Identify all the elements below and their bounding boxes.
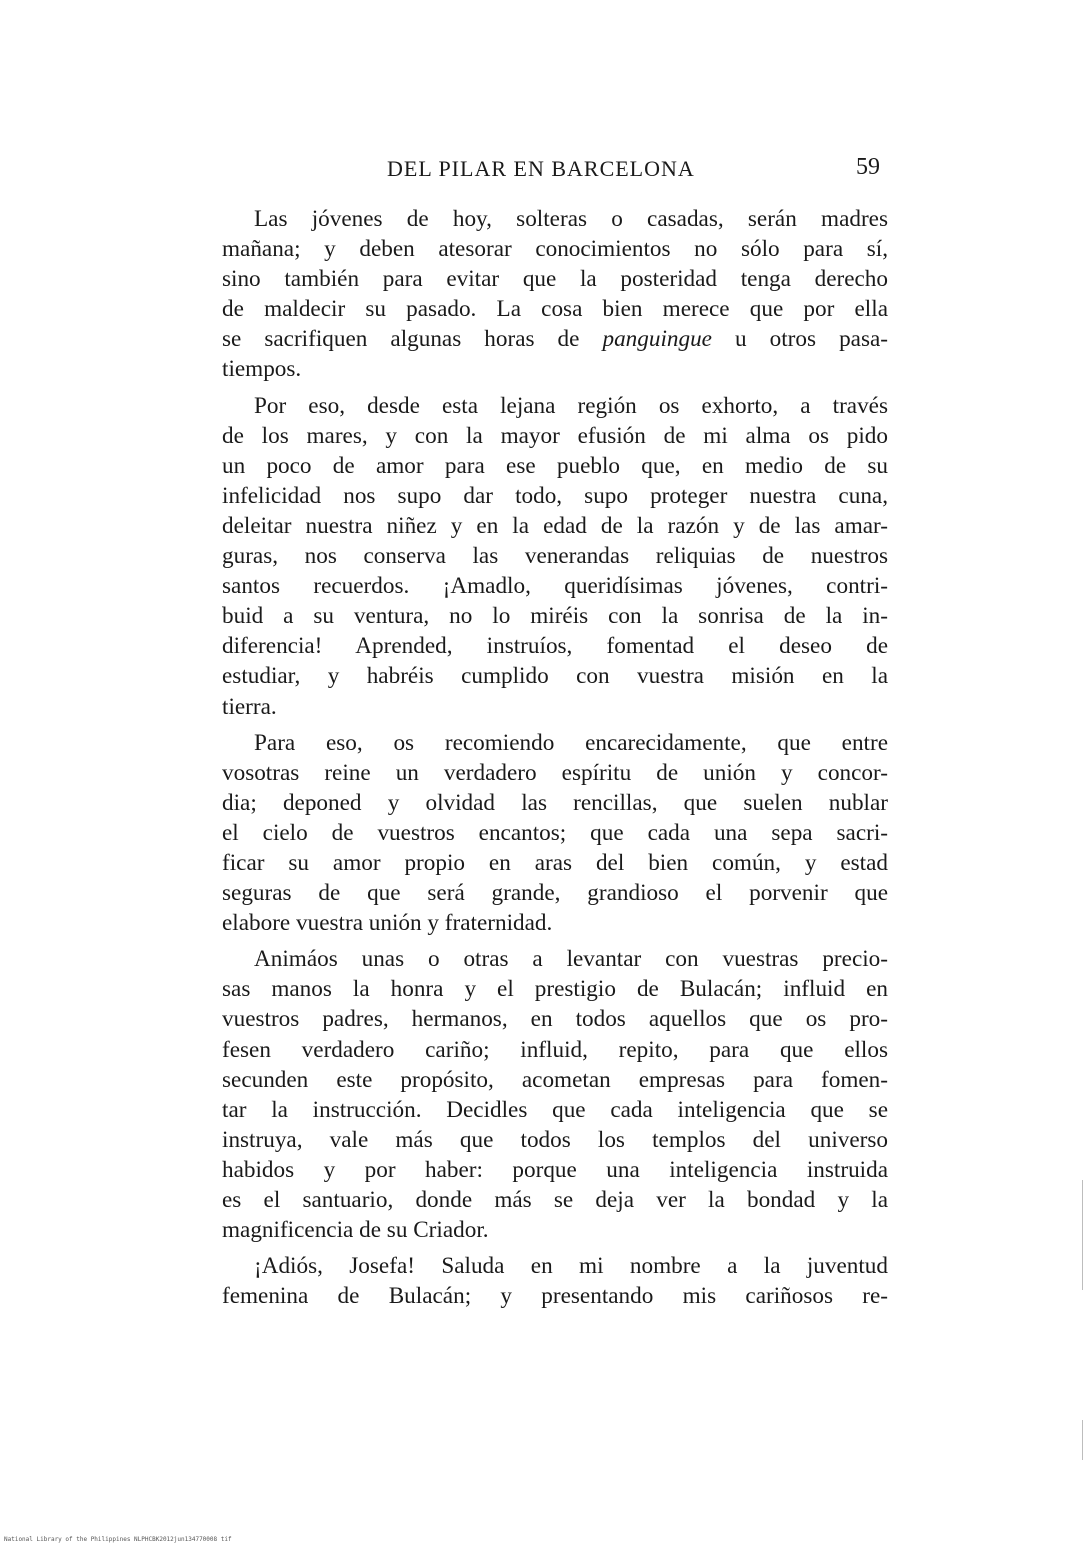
text-line: es el santuario, donde más se deja ver la bondad y la (222, 1187, 888, 1213)
paragraph (222, 1251, 888, 1311)
running-head (222, 156, 886, 190)
text-line: sas manos la honra y el prestigio de Bulacán; influid en (222, 976, 888, 1003)
text-line: guras, nos conserva las venerandas reliquias de nuestros (222, 543, 888, 570)
scan-edge-mark (1082, 1180, 1083, 1290)
text-line: infelicidad nos supo dar todo, supo proteger nuestra cuna, (222, 482, 888, 509)
page-number: 59 (856, 154, 880, 180)
italic-term: panguingue (602, 326, 712, 353)
running-title: DEL PILAR EN BARCELONA (387, 156, 695, 181)
text-line: Las jóvenes de hoy, solteras o casadas, serán madres (254, 206, 888, 232)
paragraph (222, 944, 888, 1245)
text-line: deleitar nuestra niñez y en la edad de la razón y de las amar- (222, 512, 888, 539)
text-line: habidos y por haber: porque una inteligencia instruida (222, 1156, 888, 1183)
text-line: tierra. (222, 693, 277, 720)
body-text (222, 204, 888, 1317)
paragraph (222, 728, 888, 939)
text-line: seguras de que será grande, grandioso el porvenir que (222, 880, 888, 907)
paragraph (222, 391, 888, 722)
text-line: ¡Adiós, Josefa! Saluda en mi nombre a la juventud (254, 1253, 888, 1280)
text-line: buid a su ventura, no lo miréis con la sonrisa de la in- (222, 603, 888, 630)
text-line: magnificencia de su Criador. (222, 1217, 489, 1244)
text-line: de los mares, y con la mayor efusión de mi alma os pido (222, 422, 888, 449)
scan-stamp: National Library of the Philippines NLPHCBK2012jun134770008 tif (4, 1536, 232, 1543)
text-line: santos recuerdos. ¡Amadlo, queridísimas jóvenes, contri- (222, 573, 888, 600)
text-line: tiempos. (222, 356, 302, 383)
text-line: dia; deponed y olvidad las rencillas, que suelen nublar (222, 789, 888, 816)
text-line: se sacrifiquen algunas horas de panguingue u otros pasa- (222, 326, 888, 353)
scan-edge-mark (1082, 1420, 1083, 1460)
text-line: sino también para evitar que la posteridad tenga derecho (222, 266, 888, 293)
text-line: tar la instrucción. Decidles que cada inteligencia que se (222, 1096, 888, 1123)
text-line: ficar su amor propio en aras del bien común, y estad (222, 849, 888, 876)
text-line: Animáos unas o otras a levantar con vuestras precio- (254, 946, 888, 973)
text-line: secunden este propósito, acometan empresas para fomen- (222, 1066, 888, 1093)
text-line: diferencia! Aprended, instruíos, fomentad el deseo de (222, 633, 888, 660)
text-line: mañana; y deben atesorar conocimientos no sólo para sí, (222, 236, 888, 263)
text-line: estudiar, y habréis cumplido con vuestra misión en la (222, 663, 888, 690)
text-line: un poco de amor para ese pueblo que, en medio de su (222, 452, 888, 479)
paragraph (222, 204, 888, 385)
text-line: vosotras reine un verdadero espíritu de unión y concor- (222, 759, 888, 786)
text-line: Para eso, os recomiendo encarecidamente, que entre (254, 729, 888, 756)
text-line: de maldecir su pasado. La cosa bien merece que por ella (222, 296, 888, 323)
text-line: elabore vuestra unión y fraternidad. (222, 910, 553, 937)
text-line: Por eso, desde esta lejana región os exhorto, a través (254, 392, 888, 419)
text-line: femenina de Bulacán; y presentando mis cariñosos re- (222, 1283, 888, 1310)
text-line: fesen verdadero cariño; influid, repito, para que ellos (222, 1036, 888, 1063)
text-line: el cielo de vuestros encantos; que cada una sepa sacri- (222, 819, 888, 846)
text-line: instruya, vale más que todos los templos del universo (222, 1126, 888, 1153)
text-line: vuestros padres, hermanos, en todos aquellos que os pro- (222, 1006, 888, 1033)
